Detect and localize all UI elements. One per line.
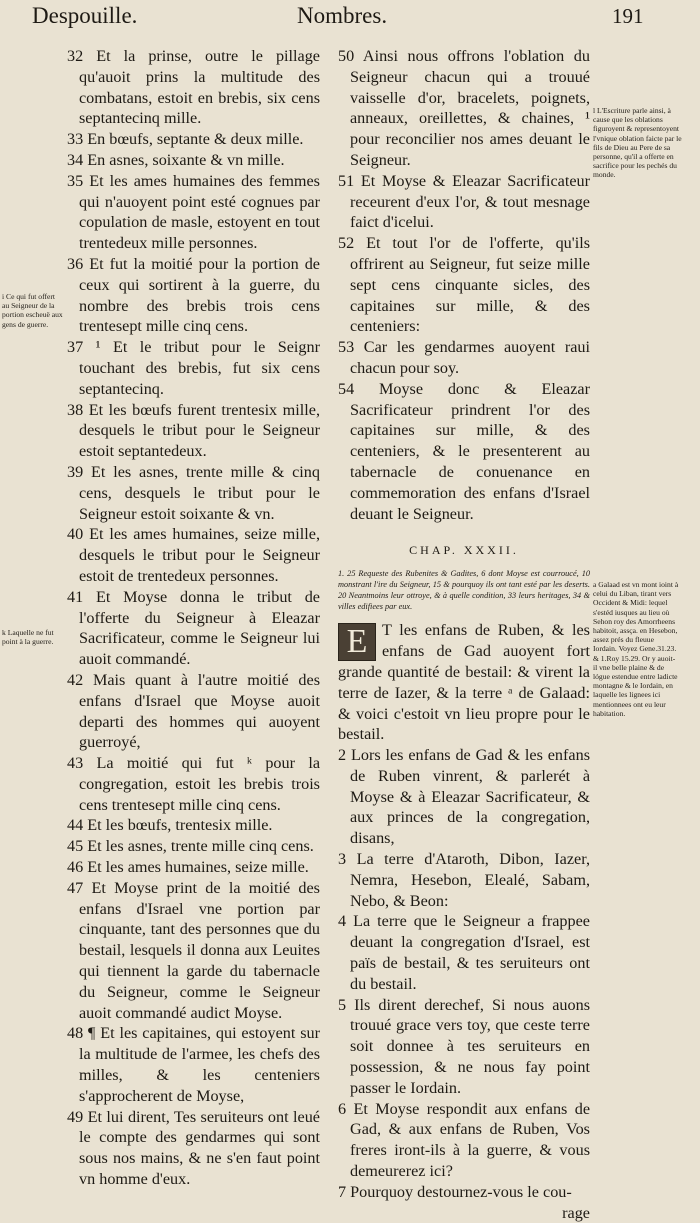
verse: 41 Et Moyse donna le tribut de l'offerte du Seigneur à Eleazar Sacrificateur, comme le Seigneur lui auoit commandé.: [67, 587, 320, 669]
verse: 5 Ils dirent derechef, Si nous auons trouué grace vers toy, que ceste terre soit donnee à tes seruiteurs en possession, & ne nous fay point passer le Iordain.: [338, 995, 590, 1097]
running-head-book: Nombres.: [297, 3, 388, 28]
verse: 7 Pourquoy destournez-vous le cou-: [338, 1182, 572, 1201]
verse-1-text: T les enfans de Ruben, & les enfans de Gad auoyent fort grande quantité de bestail: & virent la terre de Iazer, & la terre ᵃ de Galaad: & voici c'estoit vn lieu propre pour le bestail.: [338, 621, 590, 744]
page-number: 191: [612, 4, 644, 28]
verse: 4 La terre que le Seigneur a frappee deuant la congregation d'Israel, est païs de bestail, & tes seruiteurs ont du bestail.: [338, 912, 590, 993]
left-text-column: [67, 46, 320, 1190]
verse: 44 Et les bœufs, trentesix mille.: [67, 816, 273, 835]
verse: 52 Et tout l'or de l'offerte, qu'ils offrirent au Seigneur, fut seize mille sept cens cinquante sicles, des capitaines sur mille, & des centeniers:: [338, 234, 590, 336]
verse: 50 Ainsi nous offrons l'oblation du Seigneur chacun qui a trouué vaisselle d'or, bracelets, poignets, anneaux, oreillettes, & chaines, ¹ pour reconcilier nos ames deuant le Seigneur.: [338, 47, 590, 169]
verse: 49 Et lui dirent, Tes seruiteurs ont leué le compte des gendarmes qui sont sous nos mains, & ne s'en faut point vn homme d'eux.: [67, 1107, 320, 1189]
margin-note-right-2: a Galaad est vn mont ioint à celui du Liban, tirant vers Occident & Midi: lequel s'estéd iusques au lieu où Sehon roy des Amorrheens habitoit, assça. en Hesebon, assez prés du fleuue Iordain. Voyez Gene.31.23. & 1.Roy 15.29. Or y auoit-il vne belle plaine & de lógue estendue entre ladicte montagne & le Iordain, en laquelle les lignees ici mentionnees ont eu leur habitation.: [593, 580, 679, 718]
catchword: rage: [562, 1203, 590, 1222]
verse: 46 Et les ames humaines, seize mille.: [67, 858, 309, 877]
margin-note-left-1: i Ce qui fut offert au Seigneur de la portion escheuë aux gens de guerre.: [2, 292, 63, 329]
running-head-left: Despouille.: [32, 3, 138, 28]
verse: 39 Et les asnes, trente mille & cinq cens, desquels le tribut pour le Seigneur estoit soixante & vn.: [67, 462, 320, 523]
verse: 36 Et fut la moitié pour la portion de ceux qui sortirent à la guerre, du nombre des brebis trois cens trentesept mille cinq cens.: [67, 254, 320, 336]
verse: 38 Et les bœufs furent trentesix mille, desquels le tribut pour le Seigneur estoit septantedeux.: [67, 400, 320, 461]
verse: 37 ¹ Et le tribut pour le Seignr touchant des brebis, fut six cens septantecinq.: [67, 338, 320, 398]
verse: 6 Et Moyse respondit aux enfans de Gad, & aux enfans de Ruben, Vos freres iront-ils à la guerre, & vous demeurerez ici?: [338, 1099, 590, 1181]
verse: 45 Et les asnes, trente mille cinq cens.: [67, 837, 314, 856]
verse: 48 ¶ Et les capitaines, qui estoyent sur la multitude de l'armee, les chefs des milles, & les centeniers s'approcherent de Moyse,: [67, 1024, 320, 1105]
verse: 53 Car les gendarmes auoyent raui chacun pour soy.: [338, 338, 590, 377]
margin-note-right-1: l L'Escriture parle ainsi, à cause que les oblations figuroyent & representoyent l'vnique oblation faicte par le fils de Dieu au Pere de sa personne, qu'il a offerte en sacrifice pour les pechés du monde.: [593, 106, 682, 180]
chapter-heading: CHAP. XXXII.: [409, 543, 519, 558]
verse: 40 Et les ames humaines, seize mille, desquels le tribut pour le Seigneur estoit de trentedeux personnes.: [67, 525, 320, 585]
verse: 33 En bœufs, septante & deux mille.: [67, 130, 304, 149]
chapter-summary: 1. 25 Requeste des Rubenites & Gadites, 6 dont Moyse est courroucé, 10 monstrant l'ire du Seigneur, 15 & pourquoy ils ont tant esté par les deserts. 20 Neantmoins leur ottroye, & à quelle condition, 33 leurs heritages, 34 & villes edifiees par eux.: [338, 569, 590, 611]
verse: 51 Et Moyse & Eleazar Sacrificateur receurent d'eux l'or, & tout mesnage faict d'icelui.: [338, 171, 590, 232]
verse: 35 Et les ames humaines des femmes qui n'auoyent point esté cognues par copulation de masle, estoyent en tout trentedeux mille personnes.: [67, 171, 320, 253]
verse: 42 Mais quant à l'autre moitié des enfans d'Israel que Moyse auoit departi des hommes qui auoyent guerroyé,: [67, 670, 320, 752]
verse: 43 La moitié qui fut ᵏ pour la congregation, estoit les brebis trois cens trentesept mille cinq cens.: [67, 754, 320, 814]
right-text-column: [338, 46, 590, 1223]
verse: 54 Moyse donc & Eleazar Sacrificateur prindrent l'or des capitaines sur mille, & des centeniers, & le presenterent au tabernacle de conuenance en commemoration des enfans d'Israel deuant le Seigneur.: [338, 379, 590, 523]
verse: 47 Et Moyse print de la moitié des enfans d'Israel vne portion par cinquante, tant des personnes que du bestail, lesquels il donna aux Leuites qui tiennent la garde du tabernacle du Seigneur, comme le Seigneur auoit commandé audict Moyse.: [67, 878, 320, 1022]
verse: 3 La terre d'Ataroth, Dibon, Iazer, Nemra, Hesebon, Elealé, Sabam, Nebo, & Beon:: [338, 850, 590, 910]
verse: 34 En asnes, soixante & vn mille.: [67, 150, 285, 169]
verse-1: [338, 620, 590, 745]
margin-note-left-2: k Laquelle ne fut point à la guerre.: [2, 628, 54, 647]
decorated-initial: E: [338, 623, 376, 661]
verse: 32 Et la prinse, outre le pillage qu'auoit prins la multitude des combatans, estoit en brebis, six cens septantecinq mille.: [67, 47, 320, 128]
verse: 2 Lors les enfans de Gad & les enfans de Ruben vinrent, & parlerét à Moyse & à Eleazar Sacrificateur, & aux princes de la congregation, disans,: [338, 746, 590, 848]
